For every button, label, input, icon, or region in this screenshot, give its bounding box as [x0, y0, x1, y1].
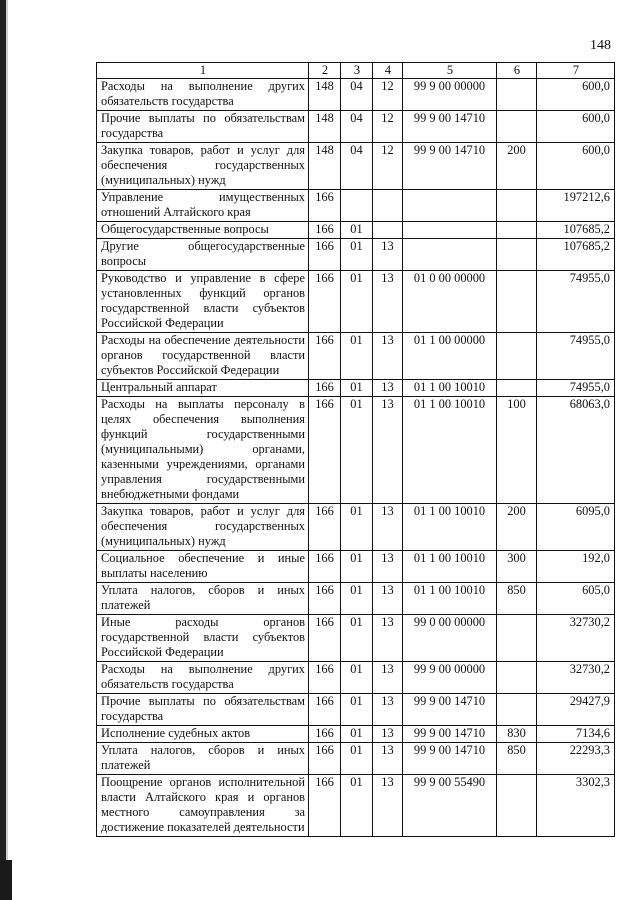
ministry-code-cell: 166: [309, 239, 341, 271]
table-row: [97, 615, 615, 662]
row-name-cell: Иные расходы органов государственной власти субъектов Российской Федерации: [97, 615, 309, 662]
section-code-cell: 01: [341, 726, 373, 743]
amount-cell: 68063,0: [537, 397, 615, 504]
section-code-cell: 01: [341, 694, 373, 726]
subsection-code-cell: 13: [373, 662, 403, 694]
table-row: [97, 694, 615, 726]
subsection-code-cell: 13: [373, 239, 403, 271]
section-code-cell: 01: [341, 615, 373, 662]
column-header: 3: [341, 63, 373, 79]
ministry-code-cell: 166: [309, 551, 341, 583]
table-row: [97, 775, 615, 837]
amount-cell: 107685,2: [537, 239, 615, 271]
row-name-cell: Уплата налогов, сборов и иных платежей: [97, 743, 309, 775]
table-row: [97, 380, 615, 397]
section-code-cell: 01: [341, 239, 373, 271]
row-name-cell: Закупка товаров, работ и услуг для обеспечения государственных (муниципальных) нужд: [97, 143, 309, 190]
ministry-code-cell: 166: [309, 190, 341, 222]
table-header-row: [97, 63, 615, 79]
budget-table: [96, 62, 615, 837]
table-row: [97, 222, 615, 239]
expense-type-cell: [497, 662, 537, 694]
column-header: 5: [403, 63, 497, 79]
amount-cell: 29427,9: [537, 694, 615, 726]
page-number: 148: [590, 38, 611, 53]
expense-type-cell: 830: [497, 726, 537, 743]
section-code-cell: 01: [341, 743, 373, 775]
expense-type-cell: 300: [497, 551, 537, 583]
table-body: [97, 79, 615, 837]
section-code-cell: 01: [341, 504, 373, 551]
row-name-cell: Расходы на выполнение других обязательств государства: [97, 79, 309, 111]
target-article-cell: 99 9 00 14710: [403, 743, 497, 775]
column-header: 1: [97, 63, 309, 79]
ministry-code-cell: 166: [309, 271, 341, 333]
target-article-cell: 99 9 00 00000: [403, 662, 497, 694]
expense-type-cell: [497, 190, 537, 222]
target-article-cell: 99 9 00 00000: [403, 79, 497, 111]
amount-cell: 32730,2: [537, 615, 615, 662]
section-code-cell: 01: [341, 333, 373, 380]
table-row: [97, 190, 615, 222]
table-row: [97, 79, 615, 111]
section-code-cell: 01: [341, 662, 373, 694]
ministry-code-cell: 166: [309, 397, 341, 504]
column-header: 4: [373, 63, 403, 79]
subsection-code-cell: 13: [373, 271, 403, 333]
expense-type-cell: [497, 775, 537, 837]
ministry-code-cell: 166: [309, 222, 341, 239]
ministry-code-cell: 166: [309, 380, 341, 397]
expense-type-cell: 200: [497, 504, 537, 551]
amount-cell: 3302,3: [537, 775, 615, 837]
target-article-cell: 01 1 00 10010: [403, 397, 497, 504]
subsection-code-cell: [373, 190, 403, 222]
ministry-code-cell: 166: [309, 694, 341, 726]
row-name-cell: Исполнение судебных актов: [97, 726, 309, 743]
scan-edge: [0, 0, 10, 900]
table-row: [97, 583, 615, 615]
table-row: [97, 143, 615, 190]
amount-cell: 600,0: [537, 111, 615, 143]
subsection-code-cell: 13: [373, 615, 403, 662]
ministry-code-cell: 166: [309, 775, 341, 837]
target-article-cell: 01 1 00 10010: [403, 380, 497, 397]
expense-type-cell: [497, 615, 537, 662]
target-article-cell: 01 1 00 10010: [403, 504, 497, 551]
amount-cell: 22293,3: [537, 743, 615, 775]
amount-cell: 74955,0: [537, 333, 615, 380]
table-row: [97, 397, 615, 504]
row-name-cell: Расходы на выплаты персоналу в целях обеспечения выполнения функций государственными (муниципальными) органами, казенными учреждениями, органами управления государственными внебюджетными фондами: [97, 397, 309, 504]
amount-cell: 107685,2: [537, 222, 615, 239]
table-row: [97, 743, 615, 775]
subsection-code-cell: 12: [373, 111, 403, 143]
subsection-code-cell: 13: [373, 775, 403, 837]
target-article-cell: [403, 190, 497, 222]
ministry-code-cell: 166: [309, 615, 341, 662]
amount-cell: 74955,0: [537, 271, 615, 333]
expense-type-cell: 850: [497, 743, 537, 775]
ministry-code-cell: 166: [309, 333, 341, 380]
subsection-code-cell: 13: [373, 397, 403, 504]
table-row: [97, 333, 615, 380]
row-name-cell: Расходы на обеспечение деятельности органов государственной власти субъектов Российской Федерации: [97, 333, 309, 380]
amount-cell: 32730,2: [537, 662, 615, 694]
expense-type-cell: [497, 380, 537, 397]
target-article-cell: 99 9 00 14710: [403, 726, 497, 743]
section-code-cell: 01: [341, 380, 373, 397]
row-name-cell: Поощрение органов исполнительной власти Алтайского края и органов местного самоуправления за достижение показателей деятельности: [97, 775, 309, 837]
table-row: [97, 271, 615, 333]
target-article-cell: 01 1 00 00000: [403, 333, 497, 380]
row-name-cell: Руководство и управление в сфере установленных функций органов государственной власти субъектов Российской Федерации: [97, 271, 309, 333]
expense-type-cell: [497, 333, 537, 380]
row-name-cell: Закупка товаров, работ и услуг для обеспечения государственных (муниципальных) нужд: [97, 504, 309, 551]
table-row: [97, 662, 615, 694]
target-article-cell: [403, 239, 497, 271]
subsection-code-cell: 12: [373, 143, 403, 190]
subsection-code-cell: 13: [373, 551, 403, 583]
table-row: [97, 504, 615, 551]
row-name-cell: Центральный аппарат: [97, 380, 309, 397]
amount-cell: 6095,0: [537, 504, 615, 551]
expense-type-cell: [497, 222, 537, 239]
amount-cell: 192,0: [537, 551, 615, 583]
ministry-code-cell: 148: [309, 111, 341, 143]
target-article-cell: 01 0 00 00000: [403, 271, 497, 333]
section-code-cell: 01: [341, 583, 373, 615]
section-code-cell: 04: [341, 143, 373, 190]
ministry-code-cell: 166: [309, 726, 341, 743]
subsection-code-cell: 13: [373, 694, 403, 726]
subsection-code-cell: 13: [373, 333, 403, 380]
target-article-cell: 99 0 00 00000: [403, 615, 497, 662]
target-article-cell: 99 9 00 14710: [403, 111, 497, 143]
section-code-cell: 01: [341, 222, 373, 239]
expense-type-cell: [497, 271, 537, 333]
amount-cell: 600,0: [537, 79, 615, 111]
row-name-cell: Прочие выплаты по обязательствам государства: [97, 694, 309, 726]
budget-table-container: [96, 62, 614, 837]
subsection-code-cell: 13: [373, 743, 403, 775]
scan-edge-shadow: [0, 860, 12, 900]
column-header: 7: [537, 63, 615, 79]
expense-type-cell: [497, 79, 537, 111]
row-name-cell: Управление имущественных отношений Алтайского края: [97, 190, 309, 222]
expense-type-cell: 100: [497, 397, 537, 504]
column-header: 2: [309, 63, 341, 79]
row-name-cell: Прочие выплаты по обязательствам государства: [97, 111, 309, 143]
section-code-cell: 04: [341, 111, 373, 143]
section-code-cell: 01: [341, 551, 373, 583]
amount-cell: 74955,0: [537, 380, 615, 397]
target-article-cell: 99 9 00 14710: [403, 143, 497, 190]
amount-cell: 600,0: [537, 143, 615, 190]
subsection-code-cell: 12: [373, 79, 403, 111]
subsection-code-cell: 13: [373, 380, 403, 397]
target-article-cell: [403, 222, 497, 239]
ministry-code-cell: 166: [309, 662, 341, 694]
expense-type-cell: [497, 694, 537, 726]
row-name-cell: Уплата налогов, сборов и иных платежей: [97, 583, 309, 615]
table-row: [97, 111, 615, 143]
target-article-cell: 99 9 00 55490: [403, 775, 497, 837]
table-row: [97, 239, 615, 271]
section-code-cell: 04: [341, 79, 373, 111]
row-name-cell: Общегосударственные вопросы: [97, 222, 309, 239]
amount-cell: 197212,6: [537, 190, 615, 222]
table-row: [97, 551, 615, 583]
section-code-cell: 01: [341, 397, 373, 504]
table-row: [97, 726, 615, 743]
row-name-cell: Другие общегосударственные вопросы: [97, 239, 309, 271]
subsection-code-cell: 13: [373, 726, 403, 743]
subsection-code-cell: 13: [373, 504, 403, 551]
target-article-cell: 01 1 00 10010: [403, 551, 497, 583]
subsection-code-cell: 13: [373, 583, 403, 615]
ministry-code-cell: 166: [309, 583, 341, 615]
amount-cell: 7134,6: [537, 726, 615, 743]
ministry-code-cell: 148: [309, 79, 341, 111]
amount-cell: 605,0: [537, 583, 615, 615]
ministry-code-cell: 166: [309, 504, 341, 551]
target-article-cell: 01 1 00 10010: [403, 583, 497, 615]
target-article-cell: 99 9 00 14710: [403, 694, 497, 726]
section-code-cell: 01: [341, 775, 373, 837]
row-name-cell: Расходы на выполнение других обязательств государства: [97, 662, 309, 694]
expense-type-cell: [497, 239, 537, 271]
column-header: 6: [497, 63, 537, 79]
ministry-code-cell: 166: [309, 743, 341, 775]
section-code-cell: 01: [341, 271, 373, 333]
expense-type-cell: 850: [497, 583, 537, 615]
expense-type-cell: [497, 111, 537, 143]
subsection-code-cell: [373, 222, 403, 239]
row-name-cell: Социальное обеспечение и иные выплаты населению: [97, 551, 309, 583]
section-code-cell: [341, 190, 373, 222]
expense-type-cell: 200: [497, 143, 537, 190]
ministry-code-cell: 148: [309, 143, 341, 190]
